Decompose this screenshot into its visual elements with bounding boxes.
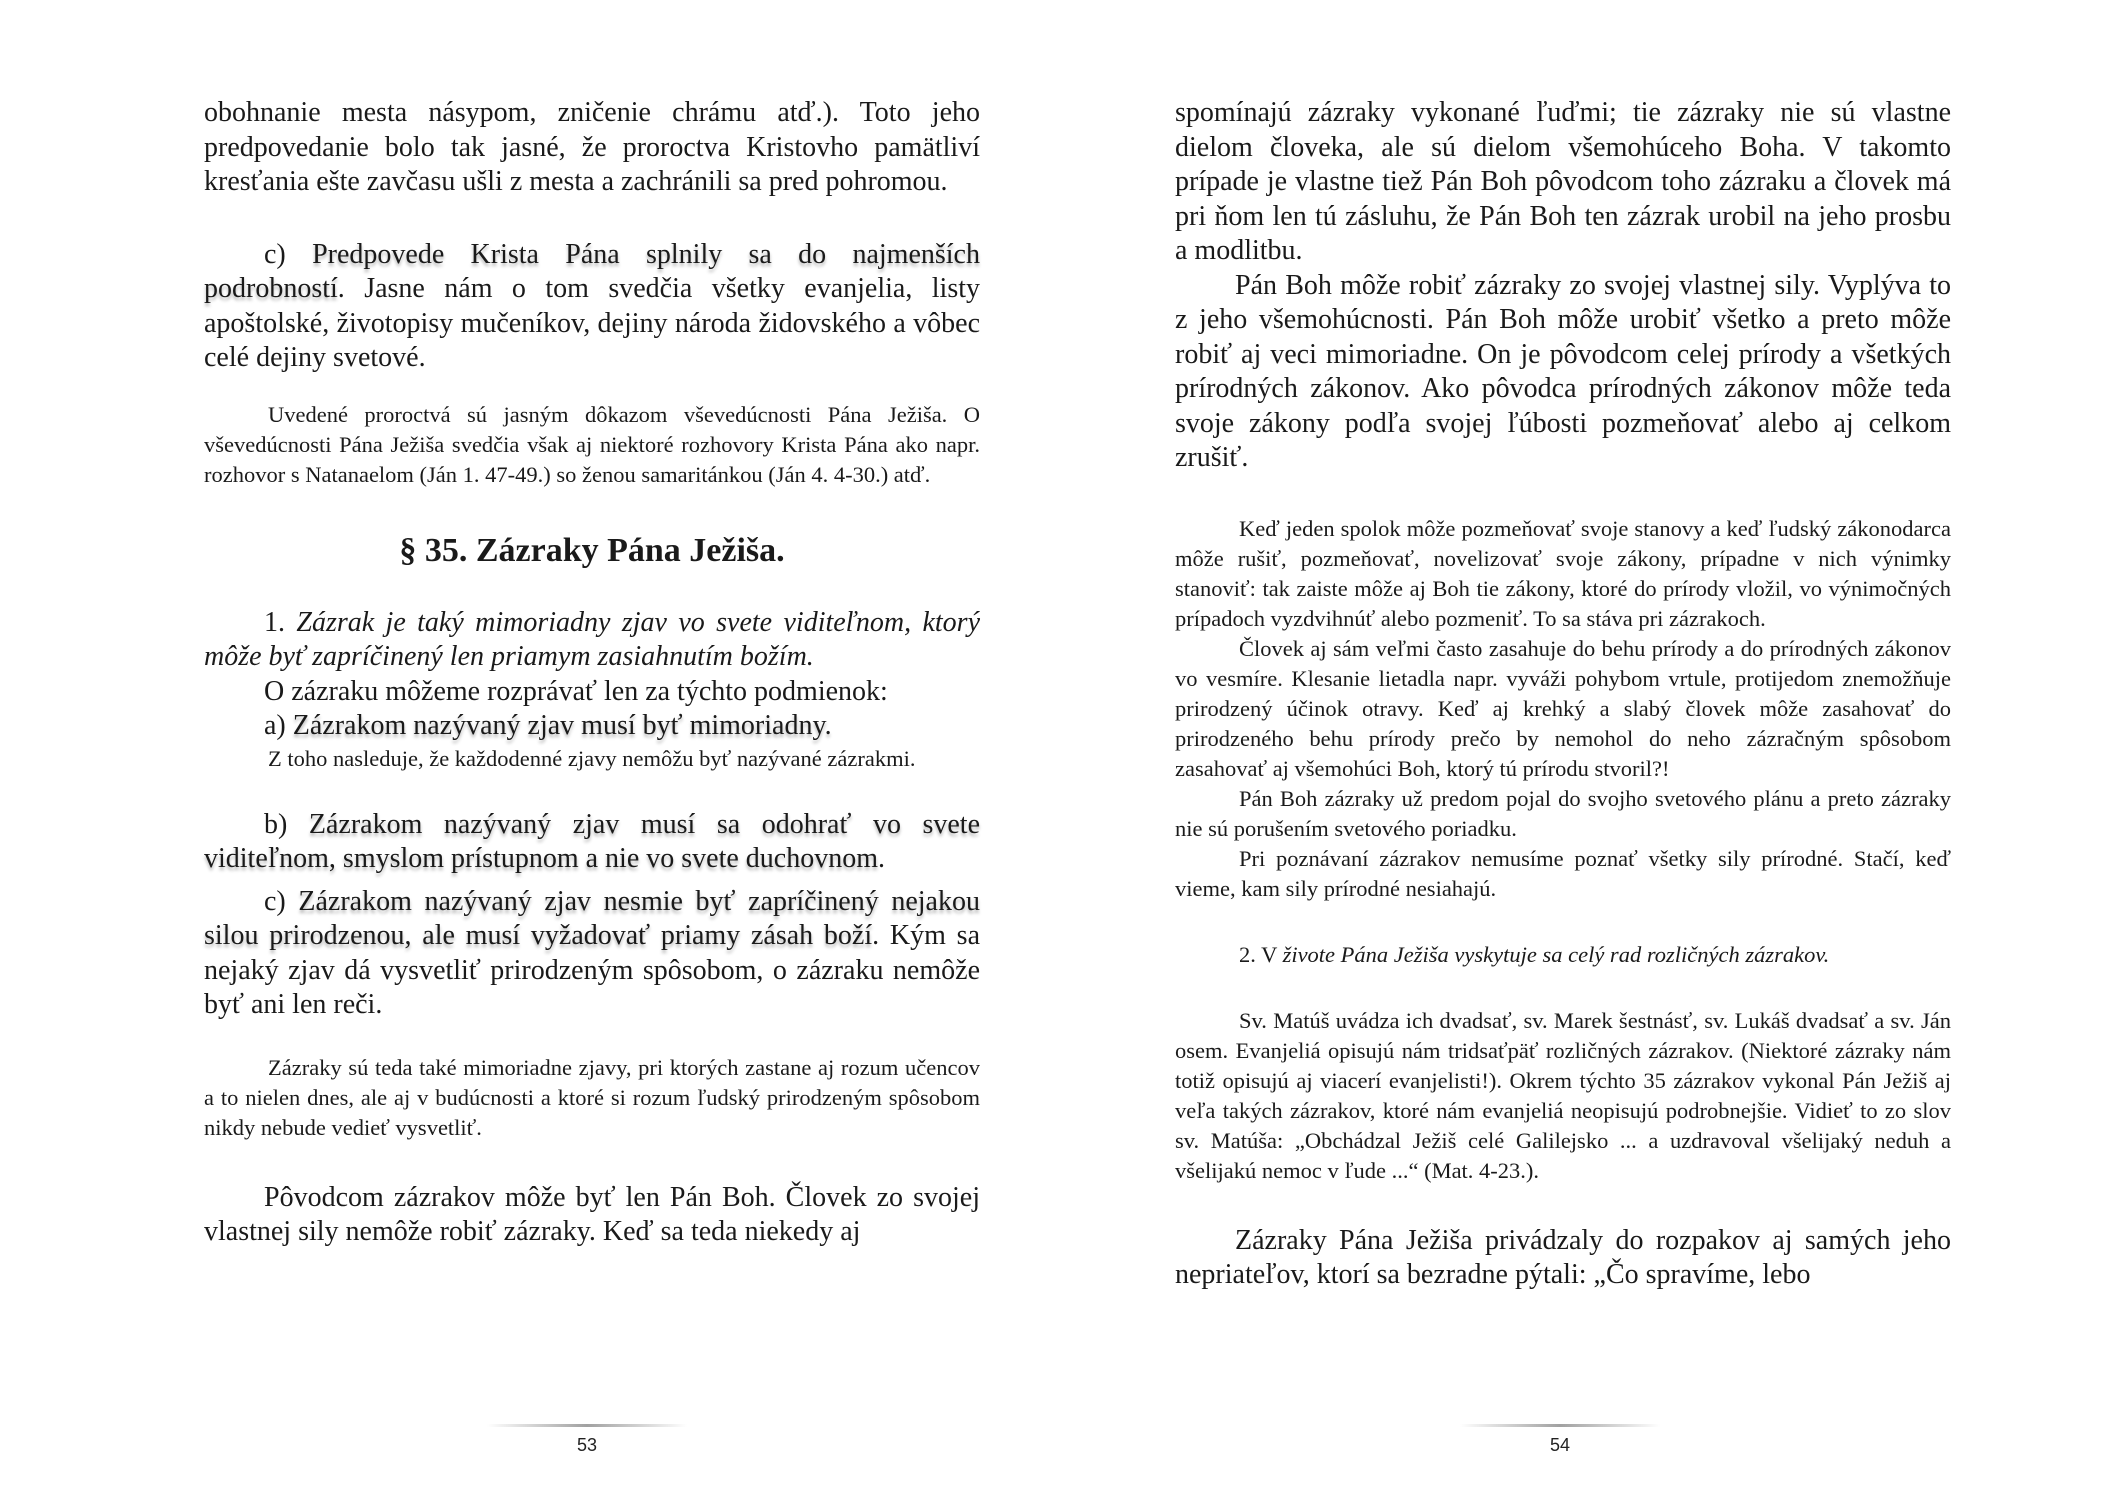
- paragraph-destruction-prophecy: obohnanie mesta násypom, zničenie chrámu atď.). Toto jeho predpovedanie bolo tak jasné, že proroctva Kristovho pamätliví kresťania ešte zavčasu ušli z mesta a zachránili sa pred pohromou.: [204, 97, 980, 197]
- paragraph-enemies-perplexed: Zázraky Pána Ježiša privádzaly do rozpakov aj samých jeho nepriateľov, ktorí sa bezradne pýtali: „Čo spravíme, lebo: [1175, 1224, 1951, 1290]
- note-miracles-reason: Zázraky sú teda také mimoriadne zjavy, pri ktorých zastane aj rozum učencov a to nielen dnes, ale aj v budúcnosti a ktoré si rozum ľudský prirodzeným spôsobom nikdy nebude vedieť vysvetliť.: [204, 1054, 980, 1140]
- note-gospel-counts: Sv. Matúš uvádza ich dvadsať, sv. Marek šestnásť, sv. Lukáš dvadsať a sv. Ján osem. Evanjeliá opisujú nám tridsaťpäť rozličných zázrakov. (Niektoré zázraky nám totiž opisujú aj viacerí evanjelisti!). Okrem týchto 35 zázrakov vykonal Pán Ježiš aj veľa takých zázrakov, ktoré nám evanjeliá neopisujú podrobnejšie. Vidieť to zo slov sv. Matúša: „Obchádzal Ježiš celé Galilejsko ... a uzdravoval všelijaký neduh a všelijakú nemoc v ľude ...“ (Mat. 4-23.).: [1175, 1007, 1951, 1183]
- highlighted-text: Zázrakom nazývaný zjav musí sa odohrať vo svete viditeľnom, smyslom prístupnom a nie vo svete duchovnom: [204, 808, 980, 874]
- paragraph-text: . Jasne nám o tom svedčia všetky evanjelia, listy apoštolské, životopisy mučeníkov, dejiny národa židovského a vôbec celé dejiny svetové.: [204, 273, 980, 373]
- note-human-intervention: Človek aj sám veľmi často zasahuje do behu prírody a do prírodných zákonov vo vesmíre. Klesanie lietadla napr. vyváži pohybom vrtule, protijedom znemožňuje prirodzený účinok otravy. Keď aj krehký a slabý človek môže zasahovať do prirodzeného behu prírody prečo by nemohol do neho zázračným spôsobom zasahovať aj všemohúci Boh, ktorý tú prírodu stvoril?!: [1175, 635, 1951, 781]
- right-page: [1061, 0, 2122, 1500]
- list-marker: 2. V: [1239, 941, 1283, 967]
- paragraph-prophecies-fulfilled: [204, 238, 980, 376]
- highlighted-text: Zázrakom nazývaný zjav musí byť mimoriadny.: [292, 710, 832, 741]
- note-world-plan: Pán Boh zázraky už predom pojal do svojho svetového plánu a preto zázraky nie sú porušením svetového poriadku.: [1175, 785, 1951, 841]
- paragraph-author-of-miracles: Pôvodcom zázrakov môže byť len Pán Boh. Človek zo svojej vlastnej sily nemôže robiť zázraky. Keď sa teda niekedy aj: [204, 1181, 980, 1247]
- paragraph-miracle-definition: [204, 606, 980, 675]
- list-marker: c): [264, 238, 313, 270]
- page-number: 53: [576, 1435, 598, 1455]
- right-page-footer: [1460, 1424, 1660, 1456]
- paragraph-condition-c: [204, 885, 980, 1023]
- italic-definition: Zázrak je taký mimoriadny zjav vo svete viditeľnom, ktorý môže byť zapríčinený len priamym zasiahnutím božím.: [204, 606, 980, 672]
- highlighted-text: Zázrakom nazývaný zjav nesmie byť zapríčinený nejakou silou prirodzenou, ale musí vyžadovať priamy zásah boží: [204, 885, 980, 951]
- left-page-footer: [487, 1424, 687, 1456]
- list-marker: a): [264, 710, 293, 741]
- italic-statement: živote Pána Ježiša vyskytuje sa celý rad rozličných zázrakov.: [1282, 941, 1830, 967]
- note-natural-forces: Pri poznávaní zázrakov nemusíme poznať všetky sily prírodné. Stačí, keď vieme, kam sily prírodné nesiahajú.: [1175, 845, 1951, 901]
- paragraph-text: .: [877, 843, 885, 874]
- paragraph-god-omnipotence: Pán Boh môže robiť zázraky zo svojej vlastnej sily. Vyplýva to z jeho všemohúcnosti. Pán Boh môže urobiť všetko a preto môže robiť aj veci mimoriadne. On je pôvodcom celej prírody a všetkých prírodných zákonov. Ako pôvodca prírodných zákonov môže teda svoje zákony podľa svojej ľúbosti pozmeňovať alebo aj celkom zrušiť.: [1175, 269, 1951, 473]
- list-marker: 1.: [264, 606, 297, 638]
- footer-rule: [1460, 1424, 1660, 1427]
- section-heading: § 35. Zázraky Pána Ježiša.: [399, 531, 785, 569]
- page-number: 54: [1549, 1435, 1571, 1455]
- paragraph-condition-a: [204, 709, 980, 744]
- paragraph-text: . Kým sa nejaký zjav dá vysvetliť prirodzeným spôsobom, o zázraku nemôže byť ani len reči.: [204, 920, 980, 1020]
- list-marker: c): [264, 885, 299, 917]
- paragraph-miracles-in-life: [1175, 940, 1951, 970]
- right-text-column: [1175, 96, 1951, 1293]
- paragraph-conditions-intro: O zázraku môžeme rozprávať len za týchto podmienok:: [264, 675, 888, 707]
- paragraph-condition-b: [204, 808, 980, 877]
- paragraph-miracles-by-people: spomínajú zázraky vykonané ľuďmi; tie zázraky nie sú vlastne dielom človeka, ale sú dielom všemohúceho Boha. V takomto prípade je vlastne tiež Pán Boh pôvodcom toho zázraku a človek má pri ňom len tú zásluhu, že Pán Boh ten zázrak urobil na jeho prosbu a modlitbu.: [1175, 97, 1951, 266]
- note-laws-change: Keď jeden spolok môže pozmeňovať svoje stanovy a keď ľudský zákonodarca môže rušiť, pozmeňovať, novelizovať svoje zákony, prípadne v nich výnimky stanoviť: tak zaiste môže aj Boh tie zákony, ktoré do prírody vložil, vo výnimočných prípadoch vyzdvihnúť alebo pozmeniť. To sa stáva pri zázrakoch.: [1175, 515, 1951, 631]
- note-everyday-phenomena: Z toho nasleduje, že každodenné zjavy nemôžu byť nazývané zázrakmi.: [268, 745, 916, 771]
- footer-rule: [487, 1424, 687, 1427]
- list-marker: b): [264, 808, 309, 840]
- left-text-column: [204, 96, 980, 1250]
- highlighted-text: Predpovede Krista Pána splnily sa do najmenších podrobností: [204, 238, 980, 304]
- note-omniscience: Uvedené proroctvá sú jasným dôkazom vševedúcnosti Pána Ježiša. O vševedúcnosti Pána Ježiša svedčia však aj niektoré rozhovory Krista Pána ako napr. rozhovor s Natanaelom (Ján 1. 47-49.) so ženou samaritánkou (Ján 4. 4-30.) atď.: [204, 401, 980, 487]
